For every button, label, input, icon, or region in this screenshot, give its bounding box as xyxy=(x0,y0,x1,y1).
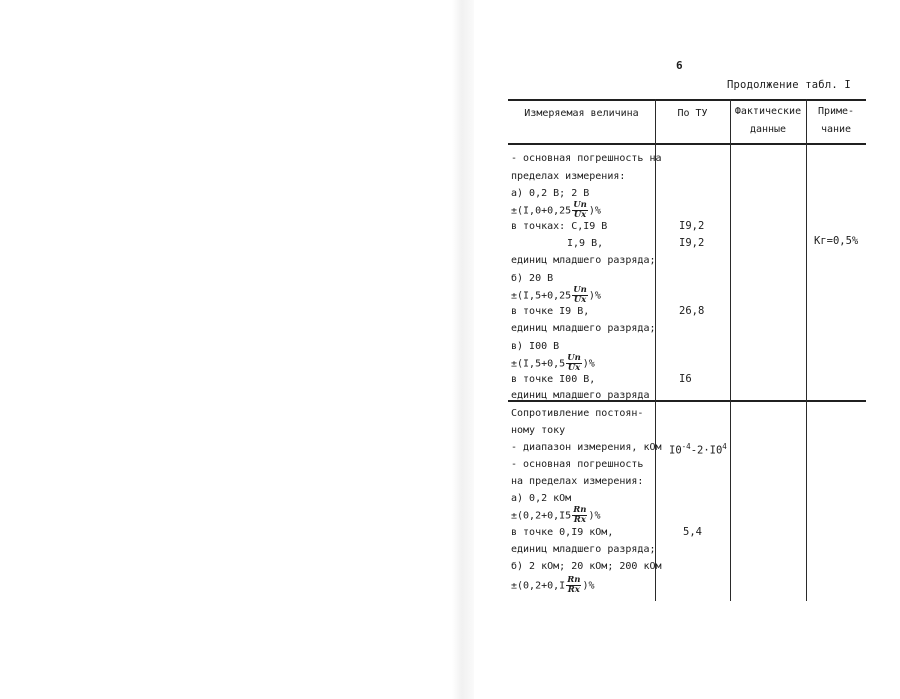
header-note-line1: Приме- xyxy=(817,106,855,117)
row-text: а) 0,2 В; 2 В xyxy=(511,188,590,199)
row-text: б) 2 кОм; 20 кОм; 200 кОм xyxy=(511,561,662,572)
range-base: I0 xyxy=(669,444,682,457)
formula-prefix: ±(0,2+0,I5 xyxy=(511,510,572,522)
fraction xyxy=(566,354,582,373)
fraction xyxy=(572,286,588,305)
fraction-denominator: Uх xyxy=(567,363,581,373)
page-number: 6 xyxy=(676,59,683,72)
fraction-numerator: Uп xyxy=(567,353,581,363)
header-note-line2: чание xyxy=(820,124,852,135)
row-text: на пределах измерения: xyxy=(511,476,644,487)
formula-e xyxy=(511,576,594,595)
page-fold-shadow xyxy=(452,0,474,699)
row-text: ному току xyxy=(511,425,566,436)
column-divider-note xyxy=(806,99,807,601)
fraction xyxy=(566,576,581,595)
formula-prefix: ±(0,2+0,I xyxy=(511,580,566,592)
formula-a xyxy=(511,201,601,220)
row-text: в точках: С,I9 В xyxy=(511,221,608,232)
row-text: а) 0,2 кОм xyxy=(511,493,572,504)
row-text: Сопротивление постоян- xyxy=(511,408,644,419)
row-text: единиц младшего разряда; xyxy=(511,255,656,266)
row-text: в точке I00 В, xyxy=(511,374,596,385)
row-text: в точке 0,I9 кОм, xyxy=(511,527,614,538)
formula-suffix: )% xyxy=(582,358,595,370)
header-actual-line1: Фактические xyxy=(734,106,802,117)
formula-prefix: ±(I,5+0,25 xyxy=(511,290,572,302)
row-text: - основная погрешность xyxy=(511,459,644,470)
fraction-numerator: Rп xyxy=(567,575,581,585)
spec-value: 26,8 xyxy=(679,305,705,317)
formula-suffix: )% xyxy=(582,580,595,592)
row-text: единиц младшего разряда; xyxy=(511,323,656,334)
row-text: - основная погрешность на xyxy=(511,153,662,164)
formula-b xyxy=(511,286,601,305)
row-text: в) I00 В xyxy=(511,341,560,352)
fraction-numerator: Uп xyxy=(573,285,587,295)
row-text: - диапазон измерения, кОм xyxy=(511,442,662,453)
formula-prefix: ±(I,5+0,5 xyxy=(511,358,566,370)
formula-suffix: )% xyxy=(588,205,601,217)
note-value: Кг=0,5% xyxy=(814,235,859,247)
formula-d xyxy=(511,506,601,525)
formula-prefix: ±(I,0+0,25 xyxy=(511,205,572,217)
formula-c xyxy=(511,354,595,373)
fraction-denominator: Rх xyxy=(567,585,580,595)
spec-range-value xyxy=(669,440,727,458)
row-text: единиц младшего разряда; xyxy=(511,544,656,555)
fraction-denominator: Rх xyxy=(573,515,586,525)
formula-suffix: )% xyxy=(588,290,601,302)
fraction-denominator: Uх xyxy=(573,295,587,305)
fraction-denominator: Uх xyxy=(573,210,587,220)
spec-value: 5,4 xyxy=(683,526,702,538)
fraction xyxy=(572,506,587,525)
column-divider-actual xyxy=(730,99,731,601)
table-header-rule xyxy=(508,143,866,145)
table-continuation-label: Продолжение табл. I xyxy=(727,79,851,91)
header-actual xyxy=(730,103,806,139)
spec-value: I9,2 xyxy=(679,237,705,249)
range-exponent-low: -4 xyxy=(681,442,691,451)
header-spec: По ТУ xyxy=(677,108,708,119)
header-note xyxy=(806,103,866,139)
row-text: в точке I9 В, xyxy=(511,306,590,317)
formula-suffix: )% xyxy=(588,510,601,522)
row-text: единиц младшего разряда xyxy=(511,390,650,401)
range-exponent-high: 4 xyxy=(722,442,727,451)
range-middle: -2·I0 xyxy=(690,444,723,457)
fraction-numerator: Rп xyxy=(573,505,587,515)
fraction-numerator: Uп xyxy=(573,200,587,210)
header-measured-quantity: Измеряемая величина xyxy=(524,108,639,119)
row-text: б) 20 В xyxy=(511,273,554,284)
header-actual-line2: данные xyxy=(749,124,787,135)
row-text: пределах измерения: xyxy=(511,171,626,182)
column-divider-spec xyxy=(655,99,656,601)
table-top-rule xyxy=(508,99,866,101)
row-text: I,9 В, xyxy=(567,238,604,249)
fraction xyxy=(572,201,588,220)
spec-value: I9,2 xyxy=(679,220,705,232)
spec-value: I6 xyxy=(679,373,692,385)
